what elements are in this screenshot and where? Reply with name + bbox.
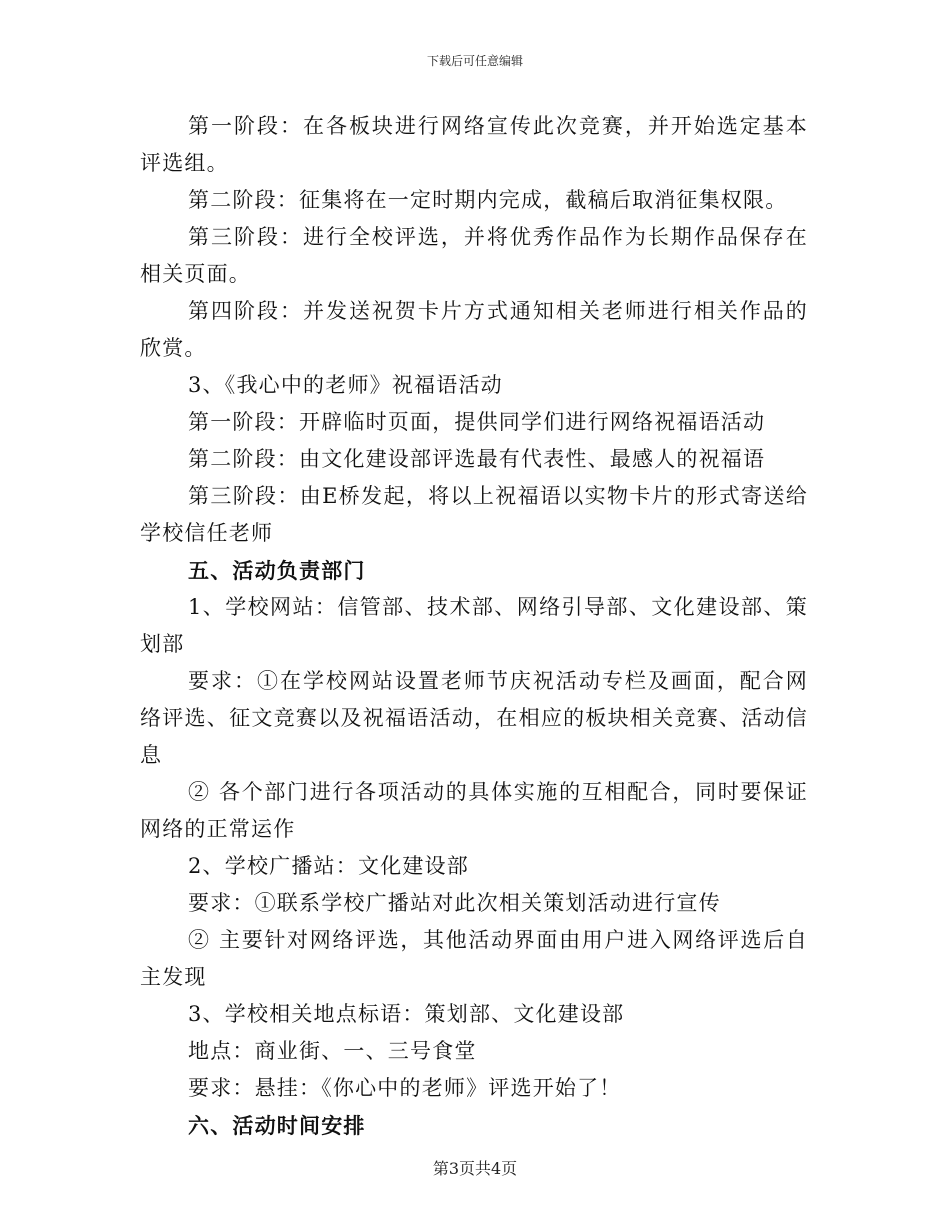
list-heading: 1、学校网站：信管部、技术部、网络引导部、文化建设部、策划部 [140, 595, 808, 656]
paragraph: 第一阶段：开辟临时页面，提供同学们进行网络祝福语活动 [188, 410, 766, 434]
page-header: 下载后可任意编辑 [426, 54, 523, 68]
document-body [140, 108, 808, 1144]
paragraph: 第二阶段：征集将在一定时期内完成，截稿后取消征集权限。 [188, 188, 788, 212]
paragraph: 地点：商业街、一、三号食堂 [188, 1039, 477, 1063]
list-heading: 3、《我心中的老师》祝福语活动 [188, 373, 503, 397]
section-heading: 六、活动时间安排 [188, 1113, 366, 1138]
paragraph: 第三阶段：进行全校评选，并将优秀作品作为长期作品保存在相关页面。 [140, 225, 808, 286]
paragraph: 要求：悬挂：《你心中的老师》评选开始了！ [188, 1076, 622, 1100]
page-footer: 第3页共4页 [432, 1159, 518, 1178]
paragraph: 第三阶段：由E桥发起，将以上祝福语以实物卡片的形式寄送给学校信任老师 [140, 484, 808, 545]
paragraph: 第二阶段：由文化建设部评选最有代表性、最感人的祝福语 [188, 447, 766, 471]
paragraph: 第一阶段：在各板块进行网络宣传此次竞赛，并开始选定基本评选组。 [140, 114, 808, 175]
paragraph: 要求：①联系学校广播站对此次相关策划活动进行宣传 [188, 891, 721, 915]
section-heading: 五、活动负责部门 [188, 558, 366, 583]
paragraph: ② 主要针对网络评选，其他活动界面由用户进入网络评选后自主发现 [140, 928, 808, 989]
paragraph: 要求：①在学校网站设置老师节庆祝活动专栏及画面，配合网络评选、征文竞赛以及祝福语活动，在相应的板块相关竞赛、活动信息 [140, 669, 808, 767]
list-heading: 2、学校广播站：文化建设部 [188, 854, 469, 878]
list-heading: 3、学校相关地点标语：策划部、文化建设部 [188, 1002, 625, 1026]
paragraph: ② 各个部门进行各项活动的具体实施的互相配合，同时要保证网络的正常运作 [140, 780, 808, 841]
paragraph: 第四阶段：并发送祝贺卡片方式通知相关老师进行相关作品的欣赏。 [140, 299, 808, 360]
